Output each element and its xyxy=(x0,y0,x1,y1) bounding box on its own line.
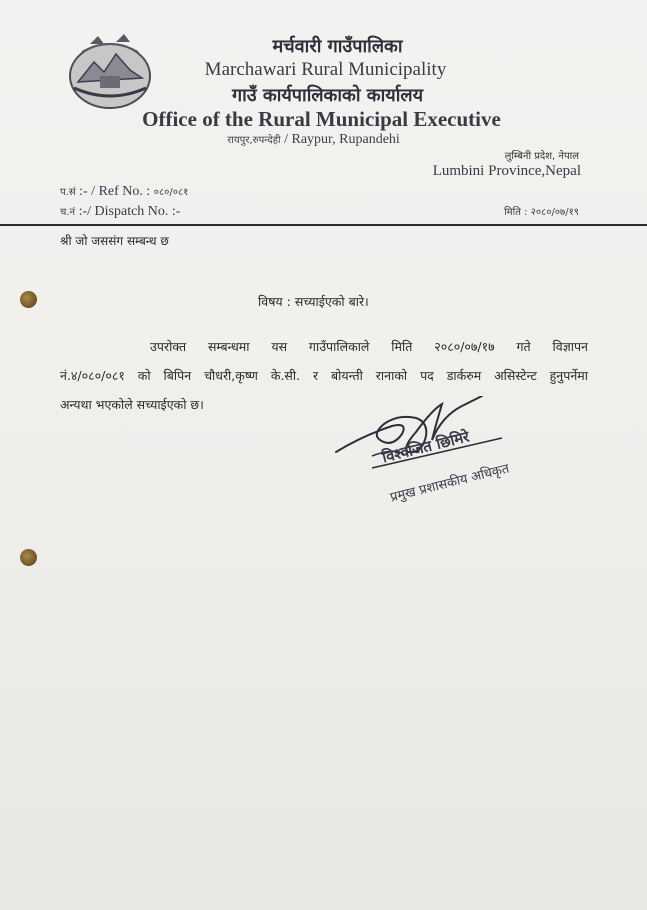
province-english: Lumbini Province,Nepal xyxy=(432,163,581,179)
signatory-title-stamp: प्रमुख प्रशासकीय अधिकृत xyxy=(388,461,511,506)
ref-label-nepali: प.सं xyxy=(60,187,76,198)
body-paragraph-line: नं.४/०८०/०८१ को बिपिन चौधरी,कृष्ण के.सी. र बोयन्ती रानाको पद डार्करुम असिस्टेन्ट हुनुपर्नेमा xyxy=(60,368,588,383)
recipient-line: श्री जो जससंग सम्बन्ध छ xyxy=(60,234,169,248)
signatory-name-stamp: विश्वजित छिमिरे xyxy=(380,427,472,467)
reference-number xyxy=(60,184,188,200)
date-value: २०८०/०७/१९ xyxy=(530,207,579,218)
punch-hole xyxy=(20,549,37,566)
office-name-english: Office of the Rural Municipal Executive xyxy=(142,107,501,131)
header-divider xyxy=(0,224,647,226)
dispatch-number xyxy=(60,204,180,220)
punch-hole xyxy=(20,291,37,308)
body-paragraph-line: अन्यथा भएकोले सच्याईएको छ। xyxy=(60,397,204,412)
subject-line: विषय : सच्याईएको बारे। xyxy=(258,294,369,309)
address-english: / Raypur, Rupandehi xyxy=(280,132,400,147)
letter-date xyxy=(504,204,579,220)
province-nepali: लुम्बिनी प्रदेश, नेपाल xyxy=(504,151,579,162)
address-nepali: रायपुर,रुपन्देही xyxy=(227,135,281,146)
municipality-name-english: Marchawari Rural Municipality xyxy=(204,59,447,80)
office-name-nepali: गाउँ कार्यपालिकाको कार्यालय xyxy=(231,85,424,106)
body-paragraph-line: उपरोक्त सम्बन्धमा यस गाउँपालिकाले मिति २०८०/०७/१७ गते विज्ञापन xyxy=(150,339,588,354)
date-label: मिति : xyxy=(504,207,531,218)
dispatch-label-english: :-/ Dispatch No. :- xyxy=(75,204,181,219)
office-address xyxy=(0,132,637,148)
ref-label-english: :- / Ref No. : xyxy=(75,184,154,199)
municipality-name-nepali: मर्चवारी गाउँपालिका xyxy=(272,36,403,57)
dispatch-label-nepali: च.नं xyxy=(60,207,76,218)
ref-value: ०८०/०८१ xyxy=(153,187,189,198)
